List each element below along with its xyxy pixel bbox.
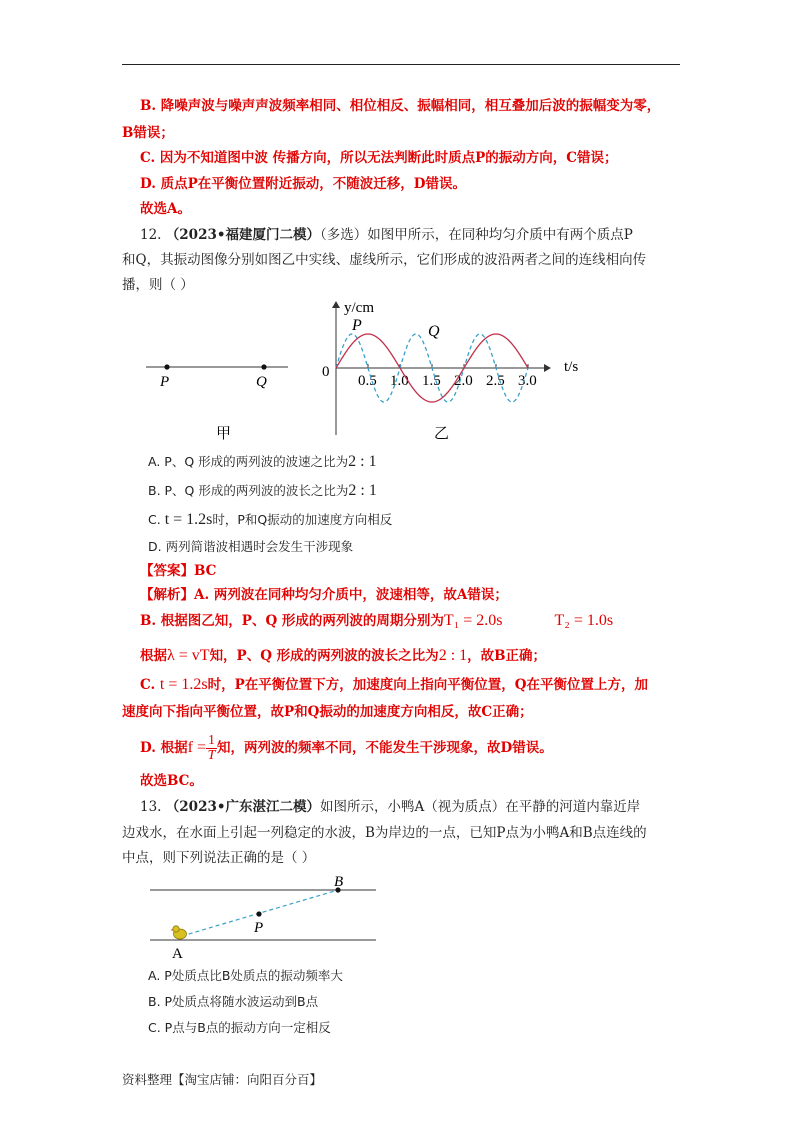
jia-caption: 甲 bbox=[216, 426, 232, 442]
q12-option-d[interactable]: D. 两列简谐波相遇时会发生干涉现象 bbox=[148, 539, 354, 554]
q13-option-a[interactable]: A. P处质点比B处质点的振动频率大 bbox=[148, 968, 343, 983]
q12-analysis-t1: T₁ = 2.0s bbox=[443, 612, 503, 629]
q12-stem-line2: 和Q，其振动图像分别如图乙中实线、虚线所示，它们形成的波沿两者之间的连线相向传 bbox=[122, 252, 647, 268]
q12-option-a[interactable] bbox=[148, 452, 377, 472]
q13-source: （2023•广东湛江二模） bbox=[165, 799, 320, 815]
q13-option-b[interactable]: B. P处质点将随水波运动到B点 bbox=[148, 994, 319, 1009]
q12-analysis-d-lhs: f = bbox=[187, 739, 206, 756]
q12-figure-jia bbox=[140, 350, 300, 450]
footer-note: 资料整理【淘宝店铺：向阳百分百】 bbox=[122, 1072, 323, 1087]
yi-tick-label: 0.5 bbox=[358, 373, 377, 389]
q12-analysis-c-math: t = 1.2s bbox=[159, 676, 208, 693]
q12-option-a-text: A. P、Q 形成的两列波的波速之比为 bbox=[148, 454, 349, 469]
q12-option-b-text: B. P、Q 形成的两列波的波长之比为 bbox=[148, 483, 349, 498]
yi-tick-label: 3.0 bbox=[518, 373, 537, 389]
q12-analysis-c-prefix: C. bbox=[140, 677, 160, 693]
q12-analysis-b-text: B. 根据图乙知，P、Q 形成的两列波的周期分别为 bbox=[140, 613, 444, 629]
q12-analysis-choose: 故选BC。 bbox=[140, 773, 203, 789]
q13-stem-line1 bbox=[140, 797, 640, 817]
q12-analysis-d-text: 知，两列波的频率不同，不能发生干涉现象，故D错误。 bbox=[217, 740, 553, 756]
q12-analysis-t2: T₂ = 1.0s bbox=[554, 612, 614, 629]
q13-stem-line3: 中点，则下列说法正确的是（ ） bbox=[122, 850, 316, 866]
q12-option-c-prefix: C. bbox=[148, 512, 165, 527]
prev-answer-b-line1: B. 降噪声波与噪声声波频率相同、相位相反、振幅相同，相互叠加后波的振幅变为零， bbox=[140, 98, 661, 114]
q13-stem-line2: 边戏水，在水面上引起一列稳定的水波，B为岸边的一点，已知P点为小鸭A和B点连线的 bbox=[122, 825, 647, 841]
yi-p-label: P bbox=[352, 317, 362, 334]
q13-point-p bbox=[256, 911, 261, 916]
q13-p-label: P bbox=[254, 920, 264, 936]
q12-option-b[interactable] bbox=[148, 481, 377, 501]
q12-analysis-a: 【解析】A. 两列波在同种均匀介质中，波速相等，故A错误； bbox=[140, 587, 508, 603]
q12-figure-yi bbox=[318, 290, 598, 450]
yi-tick-label: 2.0 bbox=[454, 373, 473, 389]
q12-answer: 【答案】BC bbox=[140, 563, 217, 579]
q12-analysis-lambda-prefix: 根据 bbox=[140, 648, 167, 664]
q13-figure bbox=[148, 872, 380, 962]
yi-tick-label: 1.0 bbox=[390, 373, 409, 389]
yi-origin-label: 0 bbox=[322, 364, 330, 380]
yi-tick-label: 2.5 bbox=[486, 373, 505, 389]
q13-b-label: B bbox=[334, 874, 344, 890]
jia-p-label: P bbox=[160, 374, 170, 390]
q12-analysis-lambda bbox=[140, 646, 546, 666]
fraction-numerator: 1 bbox=[208, 733, 215, 748]
q12-option-c[interactable] bbox=[148, 510, 392, 530]
q12-text1: （多选）如图甲所示，在同种均匀介质中有两个质点P bbox=[319, 227, 633, 243]
prev-answer-b-line2: B错误； bbox=[122, 125, 174, 141]
q13-number: 13. bbox=[140, 799, 162, 815]
q12-analysis-lambda-suffix: ，故B正确； bbox=[467, 648, 547, 664]
q12-option-c-text: 时，P和Q振动的加速度方向相反 bbox=[212, 512, 393, 527]
q12-source: （2023•福建厦门二模） bbox=[165, 227, 320, 243]
q12-analysis-c-text: 时，P在平衡位置下方，加速度向上指向平衡位置，Q在平衡位置上方，加 bbox=[207, 677, 649, 693]
q12-analysis-d-fraction bbox=[206, 734, 217, 763]
jia-q-label: Q bbox=[256, 374, 267, 390]
q12-number: 12. bbox=[140, 227, 162, 243]
yi-x-axis-label: t/s bbox=[564, 359, 579, 375]
yi-y-axis-label: y/cm bbox=[344, 300, 374, 316]
prev-answer-d-line: D. 质点P在平衡位置附近振动，不随波迁移，D错误。 bbox=[140, 176, 466, 192]
q12-analysis-lambda-ratio: 2 : 1 bbox=[438, 647, 468, 664]
q13-option-c[interactable]: C. P点与B点的振动方向一定相反 bbox=[148, 1020, 331, 1035]
yi-tick-label: 1.5 bbox=[422, 373, 441, 389]
q12-analysis-d bbox=[140, 734, 553, 763]
duck-icon bbox=[170, 926, 186, 939]
q13-text1: 如图所示，小鸭A（视为质点）在平静的河道内靠近岸 bbox=[319, 799, 641, 815]
q12-analysis-lambda-math: λ = vT bbox=[167, 647, 210, 664]
q12-analysis-lambda-mid: 知，P、Q 形成的两列波的波长之比为 bbox=[209, 648, 439, 664]
fraction-denominator: T bbox=[207, 748, 216, 763]
q12-option-b-ratio: 2 : 1 bbox=[348, 482, 377, 499]
q12-stem-line3: 播，则（ ） bbox=[122, 277, 194, 293]
jia-point-p bbox=[164, 364, 169, 369]
q12-option-c-math: t = 1.2s bbox=[164, 511, 213, 528]
q12-option-a-ratio: 2 : 1 bbox=[348, 453, 377, 470]
q12-analysis-c bbox=[140, 675, 648, 695]
prev-answer-c-line: C. 因为不知道图中波 传播方向，所以无法判断此时质点P的振动方向，C错误； bbox=[140, 150, 618, 166]
q12-analysis-b bbox=[140, 611, 613, 631]
q12-analysis-d-prefix: D. 根据 bbox=[140, 740, 188, 756]
prev-answer-choose: 故选A。 bbox=[140, 201, 191, 217]
q12-stem-line1 bbox=[140, 225, 633, 245]
q13-a-label: A bbox=[172, 946, 183, 962]
header-rule bbox=[122, 64, 680, 65]
yi-caption: 乙 bbox=[434, 426, 450, 442]
yi-q-label: Q bbox=[428, 323, 440, 340]
q12-analysis-c-line2: 速度向下指向平衡位置，故P和Q振动的加速度方向相反，故C正确； bbox=[122, 704, 533, 720]
jia-point-q bbox=[261, 364, 266, 369]
